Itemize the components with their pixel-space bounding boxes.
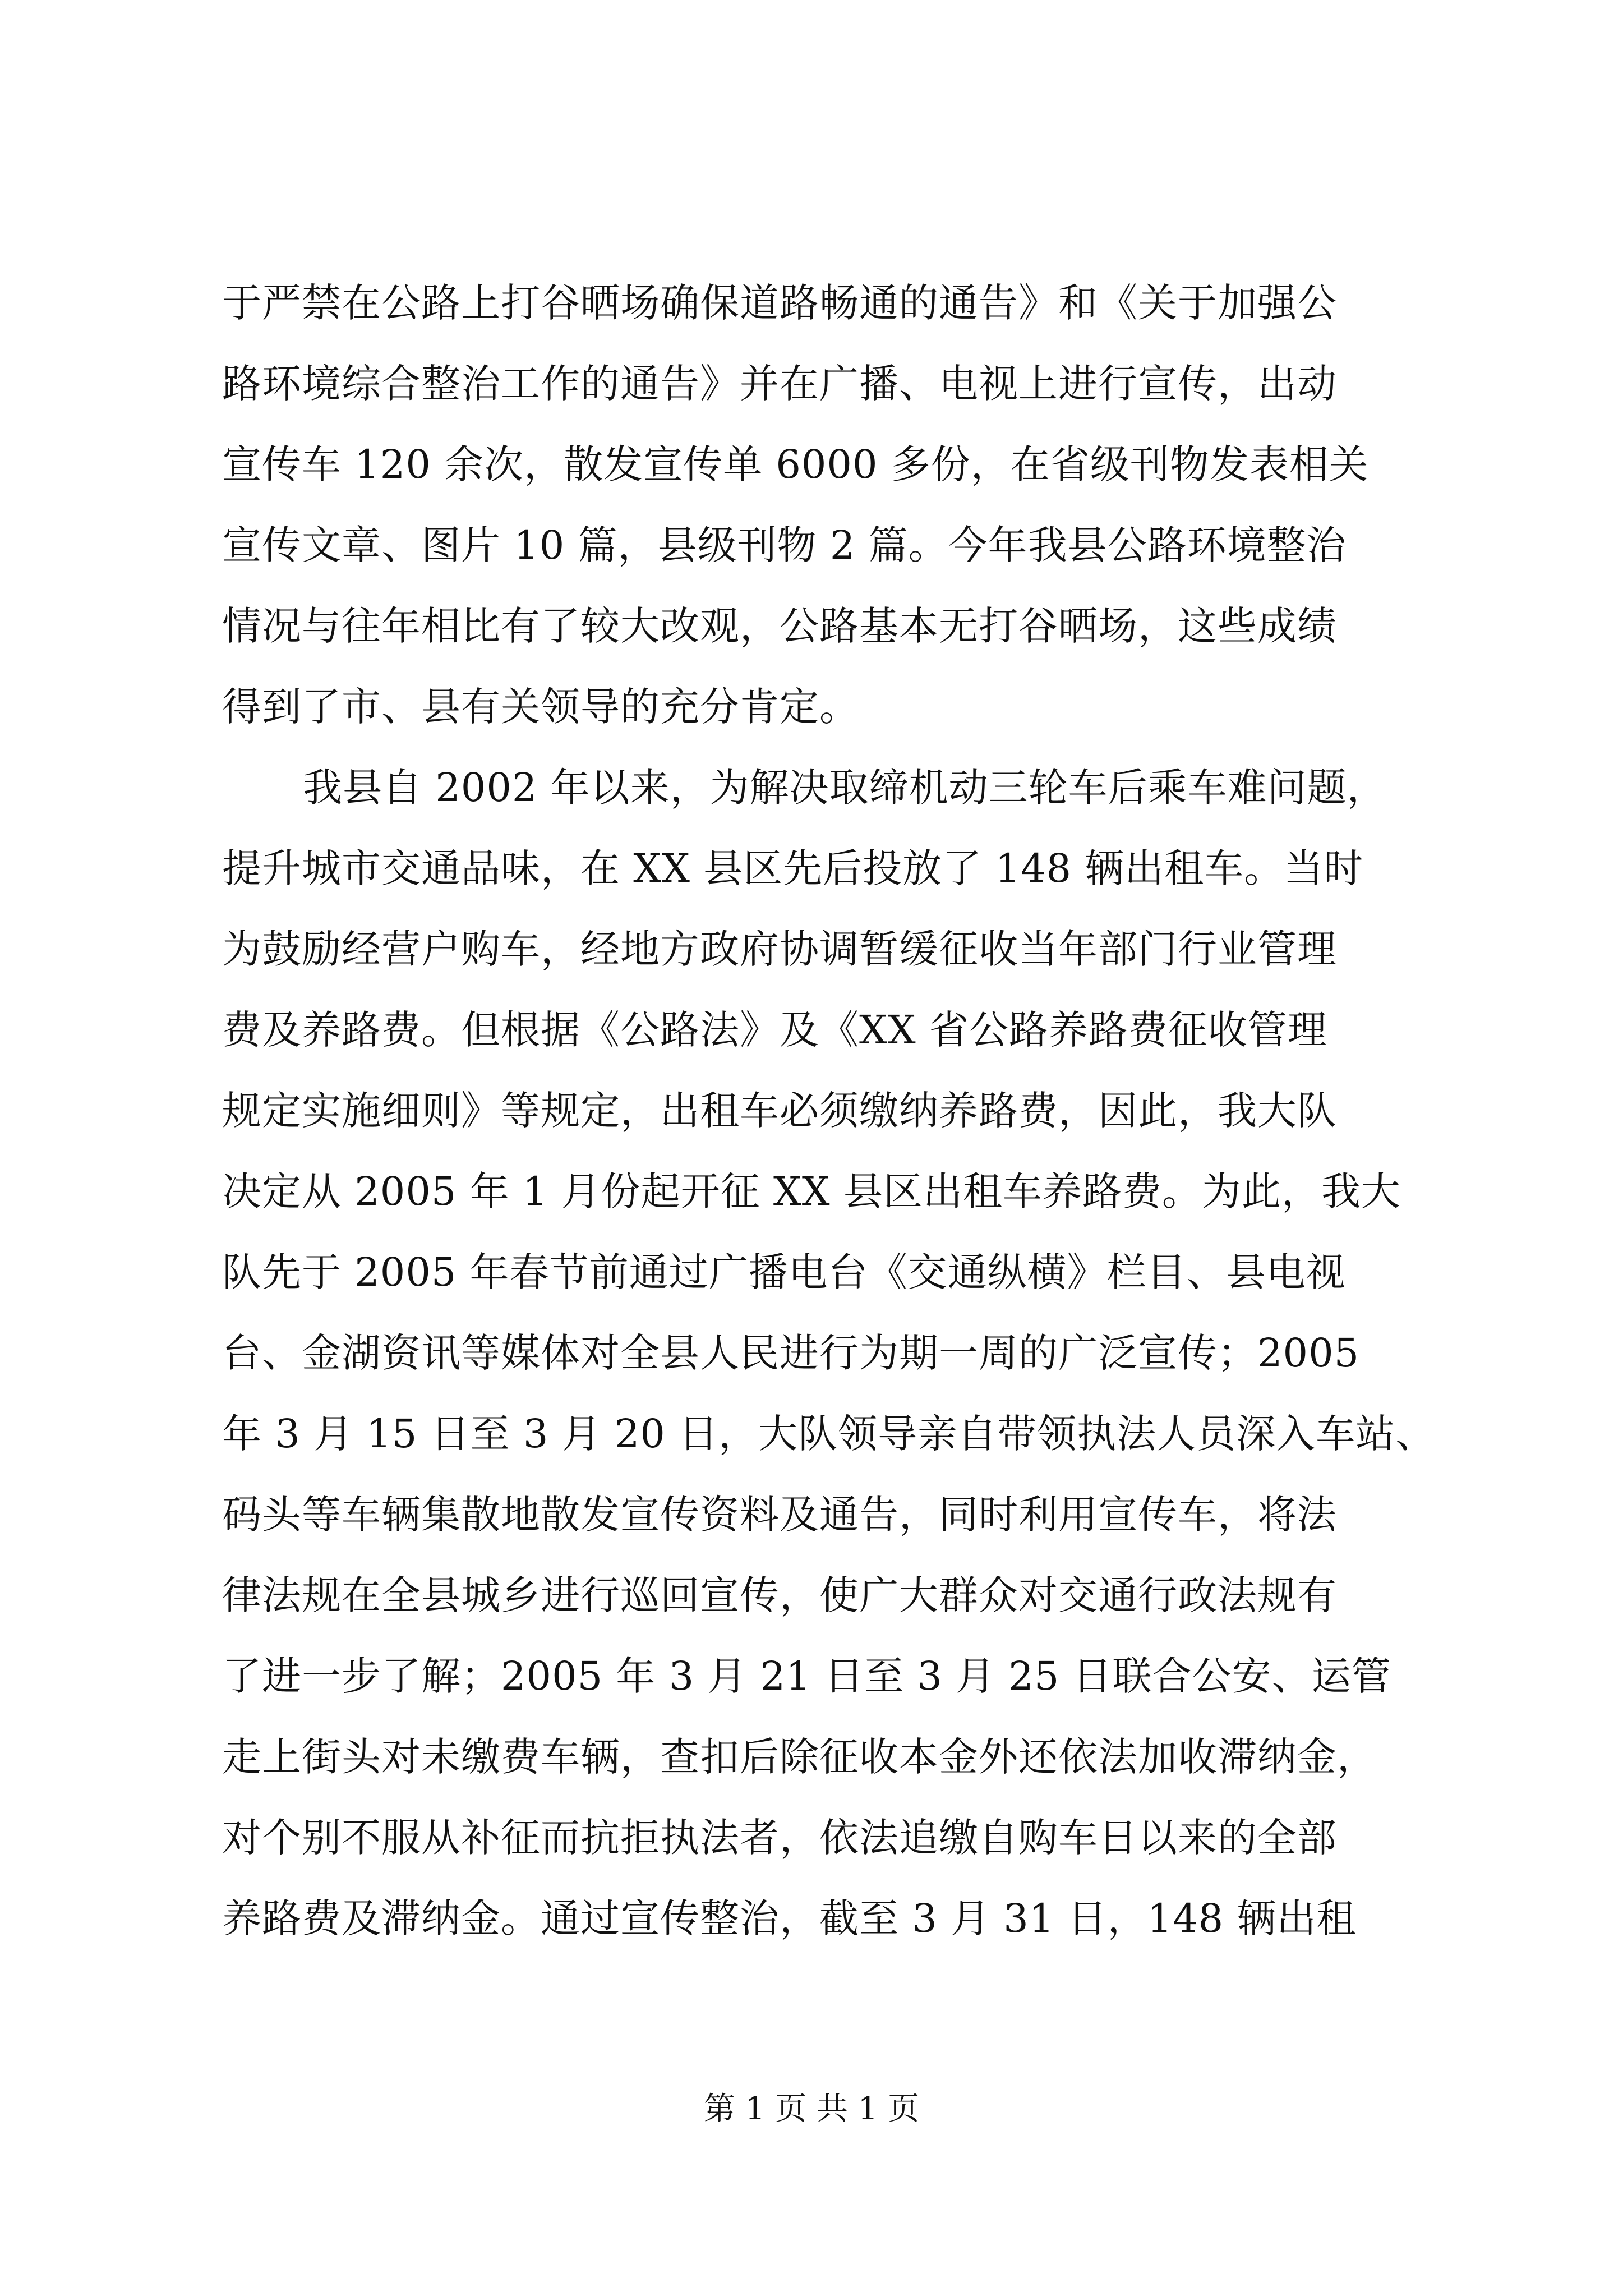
paragraph-1-line-5: 情况与往年相比有了较大改观，公路基本无打谷晒场，这些成绩 <box>222 603 1337 649</box>
paragraph-2-line-2: 提升城市交通品味，在 XX 县区先后投放了 148 辆出租车。当时 <box>222 845 1364 891</box>
paragraph-1-line-1: 于严禁在公路上打谷晒场确保道路畅通的通告》和《关于加强公 <box>222 280 1337 326</box>
paragraph-2-line-8: 台、金湖资讯等媒体对全县人民进行为期一周的广泛宣传；2005 <box>222 1330 1360 1376</box>
paragraph-2-line-14: 对个别不服从补征而抗拒执法者，依法追缴自购车日以来的全部 <box>222 1815 1337 1861</box>
body-text <box>222 263 1436 1959</box>
paragraph-2-line-15: 养路费及滞纳金。通过宣传整治，截至 3 月 31 日，148 辆出租 <box>222 1895 1357 1941</box>
paragraph-2-line-9: 年 3 月 15 日至 3 月 20 日，大队领导亲自带领执法人员深入车站、 <box>222 1411 1436 1457</box>
paragraph-2-line-3: 为鼓励经营户购车，经地方政府协调暂缓征收当年部门行业管理 <box>222 926 1337 972</box>
paragraph-2-line-13: 走上街头对未缴费车辆，查扣后除征收本金外还依法加收滞纳金， <box>222 1734 1377 1780</box>
paragraph-2-line-11: 律法规在全县城乡进行巡回宣传，使广大群众对交通行政法规有 <box>222 1572 1337 1618</box>
paragraph-1-line-4: 宣传文章、图片 10 篇，县级刊物 2 篇。今年我县公路环境整治 <box>222 522 1347 568</box>
paragraph-2-line-10: 码头等车辆集散地散发宣传资料及通告，同时利用宣传车，将法 <box>222 1492 1337 1538</box>
paragraph-1-line-6: 得到了市、县有关领导的充分肯定。 <box>222 684 859 730</box>
paragraph-2-line-1: 我县自 2002 年以来，为解决取缔机动三轮车后乘车难问题， <box>303 765 1387 811</box>
paragraph-2-line-6: 决定从 2005 年 1 月份起开征 XX 县区出租车养路费。为此，我大 <box>222 1168 1401 1214</box>
paragraph-1-line-3: 宣传车 120 余次，散发宣传单 6000 多份，在省级刊物发表相关 <box>222 441 1369 487</box>
paragraph-2-line-4: 费及养路费。但根据《公路法》及《XX 省公路养路费征收管理 <box>222 1007 1327 1053</box>
paragraph-1-line-2: 路环境综合整治工作的通告》并在广播、电视上进行宣传，出动 <box>222 361 1337 407</box>
page-number-label: 第 1 页 共 1 页 <box>703 2091 920 2127</box>
paragraph-2-line-5: 规定实施细则》等规定，出租车必须缴纳养路费，因此，我大队 <box>222 1088 1337 1134</box>
paragraph-2-line-7: 队先于 2005 年春节前通过广播电台《交通纵横》栏目、县电视 <box>222 1249 1346 1295</box>
page-footer <box>0 2087 1623 2132</box>
paragraph-2-line-12: 了进一步了解；2005 年 3 月 21 日至 3 月 25 日联合公安、运管 <box>222 1653 1391 1699</box>
